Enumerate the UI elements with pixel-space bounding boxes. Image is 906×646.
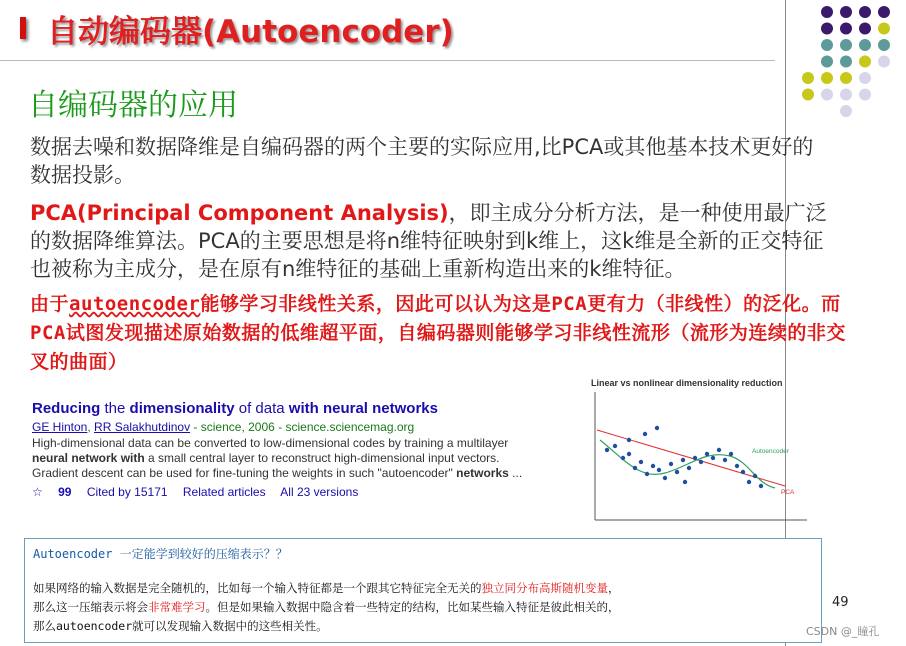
decorative-dot — [859, 56, 871, 68]
snippet-bold: neural network with — [32, 451, 145, 465]
versions-link[interactable]: All 23 versions — [280, 485, 359, 499]
pca-term: PCA(Principal Component Analysis) — [30, 201, 449, 225]
chart-title: Linear vs nonlinear dimensionality reduction — [591, 378, 783, 388]
scatter-point — [663, 476, 667, 480]
slide-title: 自动编码器(Autoencoder) — [47, 14, 454, 50]
scatter-point — [747, 480, 751, 484]
scholar-result — [32, 400, 552, 499]
decorative-dot — [859, 23, 871, 35]
slide-subtitle: 自编码器的应用 — [28, 88, 238, 123]
decorative-dot — [802, 89, 814, 101]
decorative-dot — [859, 39, 871, 51]
scatter-point — [643, 432, 647, 436]
paragraph-applications: 数据去噪和数据降维是自编码器的两个主要的实际应用,比PCA或其他基本技术更好的数据投影。 — [30, 135, 814, 187]
title-part: the — [100, 400, 130, 417]
scatter-point — [693, 456, 697, 460]
scatter-point — [605, 448, 609, 452]
note-line — [33, 579, 813, 598]
snippet-bold: networks — [456, 466, 509, 480]
title-part: of data — [234, 400, 289, 417]
star-icon[interactable]: ☆ — [32, 485, 43, 499]
scatter-point — [683, 480, 687, 484]
snippet-line — [32, 451, 552, 466]
snippet-text: a small central layer to reconstruct high-dimensional input vectors. — [144, 451, 500, 465]
dimensionality-chart — [585, 388, 815, 528]
scatter-point — [687, 466, 691, 470]
scatter-point — [711, 456, 715, 460]
decorative-dot — [840, 23, 852, 35]
scatter-point — [759, 484, 763, 488]
note-box — [24, 538, 822, 643]
author-separator: , — [87, 420, 95, 434]
scatter-point — [735, 464, 739, 468]
note-line — [33, 598, 813, 617]
snippet-text: Gradient descent can be used for fine-tuning the weights in such "autoencoder" — [32, 466, 457, 480]
scatter-point — [723, 458, 727, 462]
title-part: Reducing — [32, 400, 101, 417]
title-part: dimensionality — [129, 400, 235, 417]
decorative-dot — [840, 6, 852, 18]
title-part: with neural networks — [288, 400, 438, 417]
title-accent-bar — [20, 17, 26, 39]
scatter-point — [669, 462, 673, 466]
scatter-point — [627, 452, 631, 456]
snippet-text: ... — [508, 466, 523, 480]
decorative-dot — [821, 39, 833, 51]
related-articles-link[interactable]: Related articles — [182, 485, 266, 499]
autoencoder-label: Autoencoder — [752, 448, 789, 455]
pca-label: PCA — [781, 489, 795, 496]
note-text: 如果网络的输入数据是完全随机的，比如每一个输入特征都是一个跟其它特征完全无关的 — [33, 581, 482, 595]
scholar-source: - science, 2006 - science.sciencemag.org — [190, 420, 415, 434]
note-highlight: 独立同分布高斯随机变量 — [481, 581, 608, 595]
scatter-point — [655, 426, 659, 430]
decorative-dot — [878, 23, 890, 35]
scatter-point — [657, 468, 661, 472]
note-body — [33, 579, 813, 636]
decorative-dot — [840, 56, 852, 68]
scatter-point — [705, 452, 709, 456]
note-text: 。但是如果输入数据中隐含着一些特定的结构，比如某些输入特征是彼此相关的， — [205, 600, 620, 614]
cite-icon[interactable]: 99 — [58, 485, 72, 499]
watermark: CSDN @_瞳孔 — [806, 625, 880, 638]
scatter-point — [717, 448, 721, 452]
scatter-point — [621, 456, 625, 460]
note-line: 那么autoencoder就可以发现输入数据中的这些相关性。 — [33, 619, 328, 633]
scatter-point — [627, 438, 631, 442]
decorative-dot — [821, 72, 833, 84]
title-divider — [0, 60, 775, 61]
snippet-line — [32, 466, 552, 481]
scatter-point — [639, 460, 643, 464]
decorative-dot — [821, 23, 833, 35]
note-heading: Autoencoder 一定能学到较好的压缩表示？？ — [33, 547, 288, 561]
note-text: 那么这一压缩表示将会 — [33, 600, 148, 614]
decorative-dot — [821, 56, 833, 68]
scatter-point — [645, 472, 649, 476]
decorative-dot — [859, 89, 871, 101]
note-text: ， — [608, 581, 620, 595]
decorative-dot — [840, 72, 852, 84]
paragraph-nonlinear — [30, 290, 850, 377]
paragraph-pca — [30, 199, 830, 283]
scatter-point — [613, 444, 617, 448]
decorative-dot — [821, 6, 833, 18]
autoencoder-word: autoencoder — [69, 293, 201, 315]
scatter-points — [605, 426, 763, 488]
scatter-point — [741, 470, 745, 474]
author-link[interactable]: RR Salakhutdinov — [94, 420, 191, 434]
scatter-point — [675, 470, 679, 474]
pca-description: ，即主成分分析方法，是一种使用最广泛的数据降维算法。PCA的主要思想是将n维特征映射到k维上，这k维是全新的正交特征也被称为主成分，是在原有n维特征的基础上重新构造出来的k维特征。 — [30, 201, 827, 281]
scholar-actions — [32, 485, 552, 499]
decorative-dot — [821, 89, 833, 101]
scatter-point — [633, 466, 637, 470]
decorative-dot — [859, 6, 871, 18]
page-number: 49 — [832, 595, 849, 610]
cited-by-link[interactable]: Cited by 15171 — [86, 485, 168, 499]
scatter-point — [651, 464, 655, 468]
note-highlight: 非常难学习 — [148, 600, 206, 614]
decorative-dot — [840, 105, 852, 117]
nonlinear-text: 能够学习非线性关系，因此可以认为这是PCA更有力（非线性）的泛化。而PCA试图发现描述原始数据的低维超平面，自编码器则能够学习非线性流形（流形为连续的非交叉的曲面） — [30, 293, 846, 373]
snippet-line: High-dimensional data can be converted to low-dimensional codes by training a multilayer — [32, 436, 509, 450]
decorative-dot-grid — [790, 0, 906, 120]
scholar-authors — [32, 420, 552, 434]
nonlinear-prefix: 由于 — [30, 293, 70, 315]
author-link[interactable]: GE Hinton — [32, 420, 88, 434]
decorative-dot — [878, 56, 890, 68]
decorative-dot — [840, 89, 852, 101]
scatter-point — [729, 452, 733, 456]
scatter-point — [753, 474, 757, 478]
scholar-title-link[interactable] — [32, 400, 552, 417]
decorative-dot — [802, 72, 814, 84]
decorative-dot — [859, 72, 871, 84]
scatter-point — [681, 458, 685, 462]
decorative-dot — [878, 6, 890, 18]
decorative-dot — [878, 39, 890, 51]
scatter-point — [699, 460, 703, 464]
decorative-dot — [840, 39, 852, 51]
scholar-snippet — [32, 436, 552, 481]
